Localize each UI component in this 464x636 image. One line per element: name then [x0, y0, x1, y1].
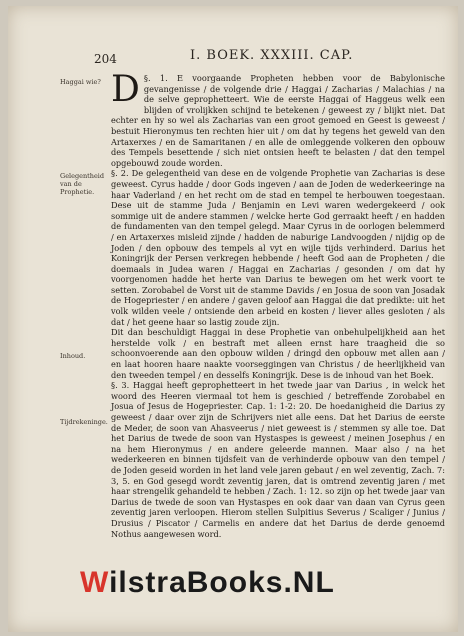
watermark-rest: ilstraBooks.NL [109, 566, 335, 599]
margin-note-haggai: Haggai wie? [60, 78, 101, 86]
section-mark: §. 3. [111, 380, 130, 391]
drop-cap: D [111, 69, 140, 110]
paragraph-1 [111, 69, 445, 168]
section-mark: §. 2. [111, 168, 129, 179]
running-title: I. BOEK. XXXIII. CAP. [190, 48, 354, 63]
section-mark: §. 1. [143, 73, 168, 83]
margin-note-contents: Inhoud. [60, 352, 86, 360]
margin-note-occasion: Gelegentheid van de Prophetie. [60, 172, 105, 196]
page-number: 204 [94, 52, 117, 66]
margin-note-chronology: Tijdrekeninge. [60, 418, 108, 426]
body-text [111, 69, 445, 539]
watermark [80, 566, 410, 600]
watermark-initial: W [80, 566, 110, 599]
paragraph-text: Haggai heeft geprophetteert in het twede jaar van Darius , in welck het woord des Heeren viermaal tot hem is geschied / betreffende Zorobabel en Josua of Jesus de Hogepriester. Cap. 1: 1-2: 20. De hoedanigheid die Darius zy geweest / daar over zijn de Schrijvers niet alle eens. Dat het Darius de eerste de Meder, de soon van Ahasveerus / niet geweest is / stemmen sy alle toe. Dat het Darius de twede de soon van Hystaspes is geweest / meinen Josephus / en na hem Hieronymus / en andere geleerde mannen. Maar also / na het wederkeeren en binnen tijdsfeit van de verhinderde opbouw van den tempel / de Joden geseid worden in het land vele jaren gebaut / en wel zeventig, Zach. 7: 3, 5. en God gesegd wordt zeventig jaren, dat is omtrend zeventig jaren / met haar strengelik gehandeld te hebben / Zach. 1: 12. so zijn op het twede jaar van Darius de twede de soon van Hystaspes en ook daar van daan van Cyrus geen zeventig jaren verloopen. Hierom stellen Sulpitius Severus / Scaliger / Junius / Drusius / Piscator / Carmelis en andere dat het Darius de derde genoemd Nothus aangewesen word. [111, 380, 445, 539]
paragraph-text: E voorgaande Propheten hebben voor de Babylonische gevangenisse / de volgende drie / Haggai / Zacharias / Malachias / na de selve geprophetteert. Wie de eerste Haggai of Haggeus welk een blijden of vrolijkken schijnd te betekenen / geweest zy / blijkt niet. Dat echter en hy so wel als Zacharias van een groot gemoed en Geest is geweest / bestuit Hieronymus ten rechten hier uit / om dat hy tegens het geweld van den Artaxerxes / en de Samaritanen / en alle de omleggende volkeren den opbouw des Tempels besettende / sich niet ontsien heeft te belasten / dat den tempel opgebouwd zoude worden. [111, 73, 445, 168]
paragraph-3 [111, 327, 445, 380]
paragraph-text: De gelegentheid van dese en de volgende Prophetie van Zacharias is dese geweest. Cyrus hadde / door Gods ingeven / aan de Joden de wederkeeringe na haar Vaderland / en het recht om de stad en tempel te herbouwen toegestaan. Dese uit de stamme Juda / Benjamin en Levi waren wedergekeerd / ook sommige uit de andere stammen / welcke herte God gerraakt heeft / en hadden de fundamenten van den tempel gelegd. Maar Cyrus in de oorlogen belemmerd / en Artaxerxes misleid zijnde / hadden de naburige Landvoogden / nijdig op de Joden / den opbouw des tempels al vyt en wijle tijds verhinderd. Darius het Koningrijk der Persen verkregen hebbende / heeft God aan de Propheten / die doemaals in Judea waren / Haggai en Zacharias / gesonden / om dat hy voorgenomen hadde het herte van Darius te bewegen om het werk voort te setten. Zorobabel de Vorst uit de stamme Davids / en Josua de soon van Josadak de Hogepriester / en andere / gaven geloof aan Haggai die dat predikte: uit het volk wilden veele / ontsiende den arbeid en kosten / liever alles gesloten / als dat / het geene haar so lastig zoude zijn. [111, 168, 445, 327]
book-page [8, 6, 458, 632]
paragraph-text: Dit dan beschuldigt Haggai in dese Prophetie van onbehulpelijkheid aan het herstelde volk / en bestraft met alleen ernst hare traagheid die so schoonvoerende aan den opbouw wilden / dringd den opbouw met allen aan / en laat hooren haare naakte voorseggingen van Christus / de heerlijkheid van den tweeden tempel / en desselfs Koningrijk. Dese is de inhoud van het Boek. [111, 327, 445, 380]
paragraph-2 [111, 168, 445, 327]
paragraph-4 [111, 380, 445, 539]
